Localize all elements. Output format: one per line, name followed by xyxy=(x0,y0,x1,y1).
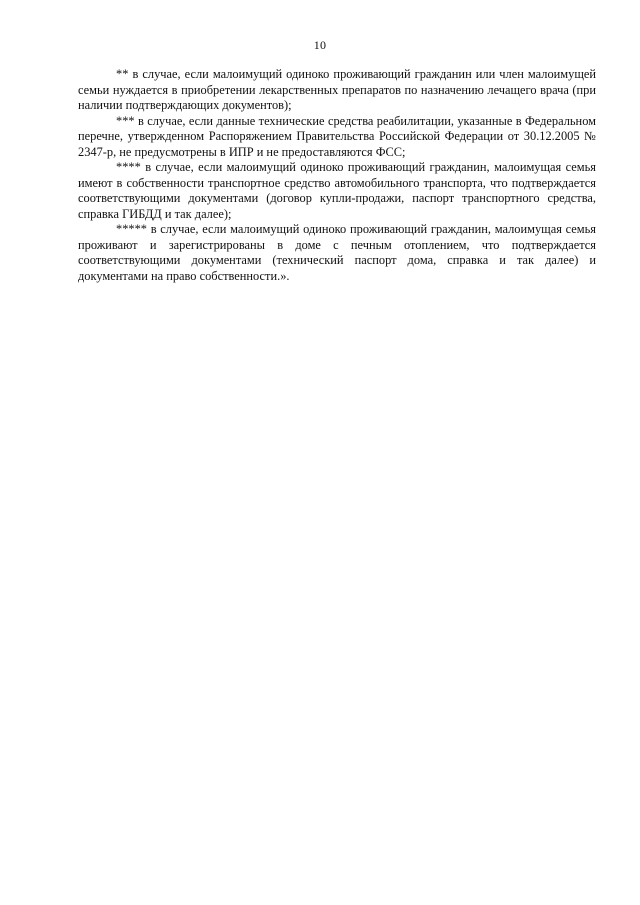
footnote-triple-asterisk: *** в случае, если данные технические средства реабилитации, указанные в Федеральном перечне, утвержденном Распоряжением Правительства Российской Федерации от 30.12.2005 № 2347-р, не предусмотрены в ИПР и не предоставляются ФСС; xyxy=(78,113,596,159)
page-number: 10 xyxy=(313,38,327,52)
footnote-quadruple-asterisk: **** в случае, если малоимущий одиноко проживающий гражданин, малоимущая семья имеют в собственности транспортное средство автомобильного транспорта, что подтверждается соответствующими документами (договор купли-продажи, паспорт транспортного средства, справка ГИБДД и так далее); xyxy=(78,160,596,221)
footnote-double-asterisk: ** в случае, если малоимущий одиноко проживающий гражданин или член малоимущей семьи нуждается в приобретении лекарственных препаратов по назначению лечащего врача (при наличии подтверждающих документов); xyxy=(78,67,596,112)
footnote-quintuple-asterisk: ***** в случае, если малоимущий одиноко проживающий гражданин, малоимущая семья проживают и зарегистрированы в доме с печным отоплением, что подтверждается соответствующими документами (технический паспорт дома, справка и так далее) и документами на право собственности.». xyxy=(78,222,596,283)
footnotes-block xyxy=(78,67,596,284)
